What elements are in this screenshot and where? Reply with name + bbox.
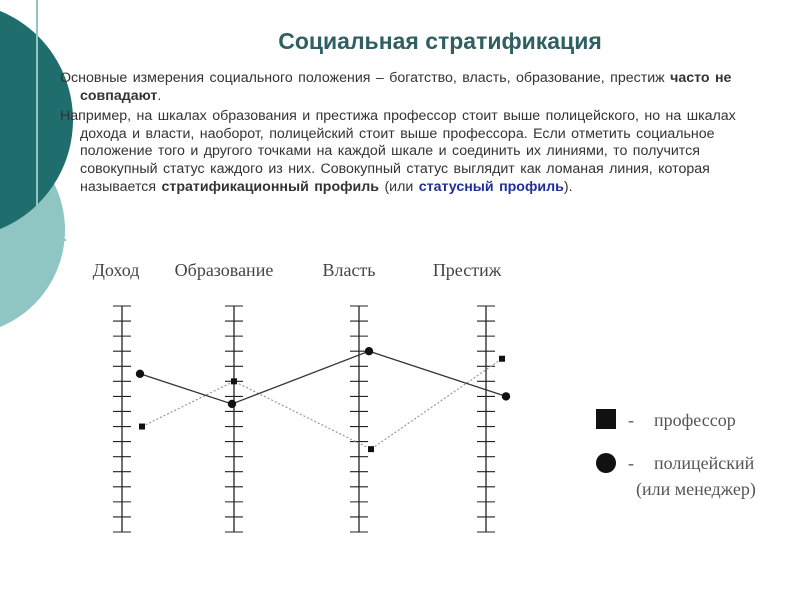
paragraph-example-mid: (или <box>379 178 419 195</box>
series-point-профессор <box>499 356 505 362</box>
paragraph-dimensions-text: Основные измерения социального положения – богатство, власть, образование, престиж <box>60 70 671 86</box>
paragraph-dimensions-end: . <box>157 87 162 104</box>
scale-label-1: Доход <box>92 260 140 280</box>
legend-label-extra: (или менеджер) <box>636 479 756 499</box>
scale-label-4: Престиж <box>432 260 502 280</box>
legend-label: профессор <box>654 410 736 430</box>
scale-label-3: Власть <box>322 260 376 280</box>
series-line-профессор <box>142 359 502 449</box>
series-point-профессор <box>368 446 374 452</box>
series-point-полицейский <box>365 347 373 355</box>
slide-title: Социальная стратификация <box>278 28 602 54</box>
series-point-полицейский <box>136 370 144 378</box>
legend-dash: - <box>628 410 634 430</box>
legend-marker-square <box>596 409 616 429</box>
scale-label-2: Образование <box>174 260 274 280</box>
series-point-профессор <box>231 378 237 384</box>
series-point-полицейский <box>228 400 236 408</box>
series-point-профессор <box>139 424 145 430</box>
term-status-profile: статусный профиль <box>418 178 564 195</box>
emphasis-not-coincide: часто не совпадают <box>80 70 732 104</box>
series-line-полицейский <box>140 351 506 404</box>
legend-label: полицейский <box>654 453 755 473</box>
series-point-полицейский <box>502 392 510 400</box>
term-stratification-profile: стратификационный профиль <box>161 178 380 195</box>
legend-marker-circle <box>596 453 616 473</box>
paragraph-example-text: Например, на шкалах образования и престижа профессор стоит выше полицейского, но на шкалах дохода и власти, наоборот, полицейский стоит выше профессора. Если отметить социальное положение того и другого точками на каждой шкале и соединить их линиями, то получится совокупный статус каждого из них. Совокупный статус выглядит как ломаная линия, которая называется <box>60 108 736 195</box>
legend-dash: - <box>628 453 634 473</box>
paragraph-example-end: ). <box>563 178 573 195</box>
